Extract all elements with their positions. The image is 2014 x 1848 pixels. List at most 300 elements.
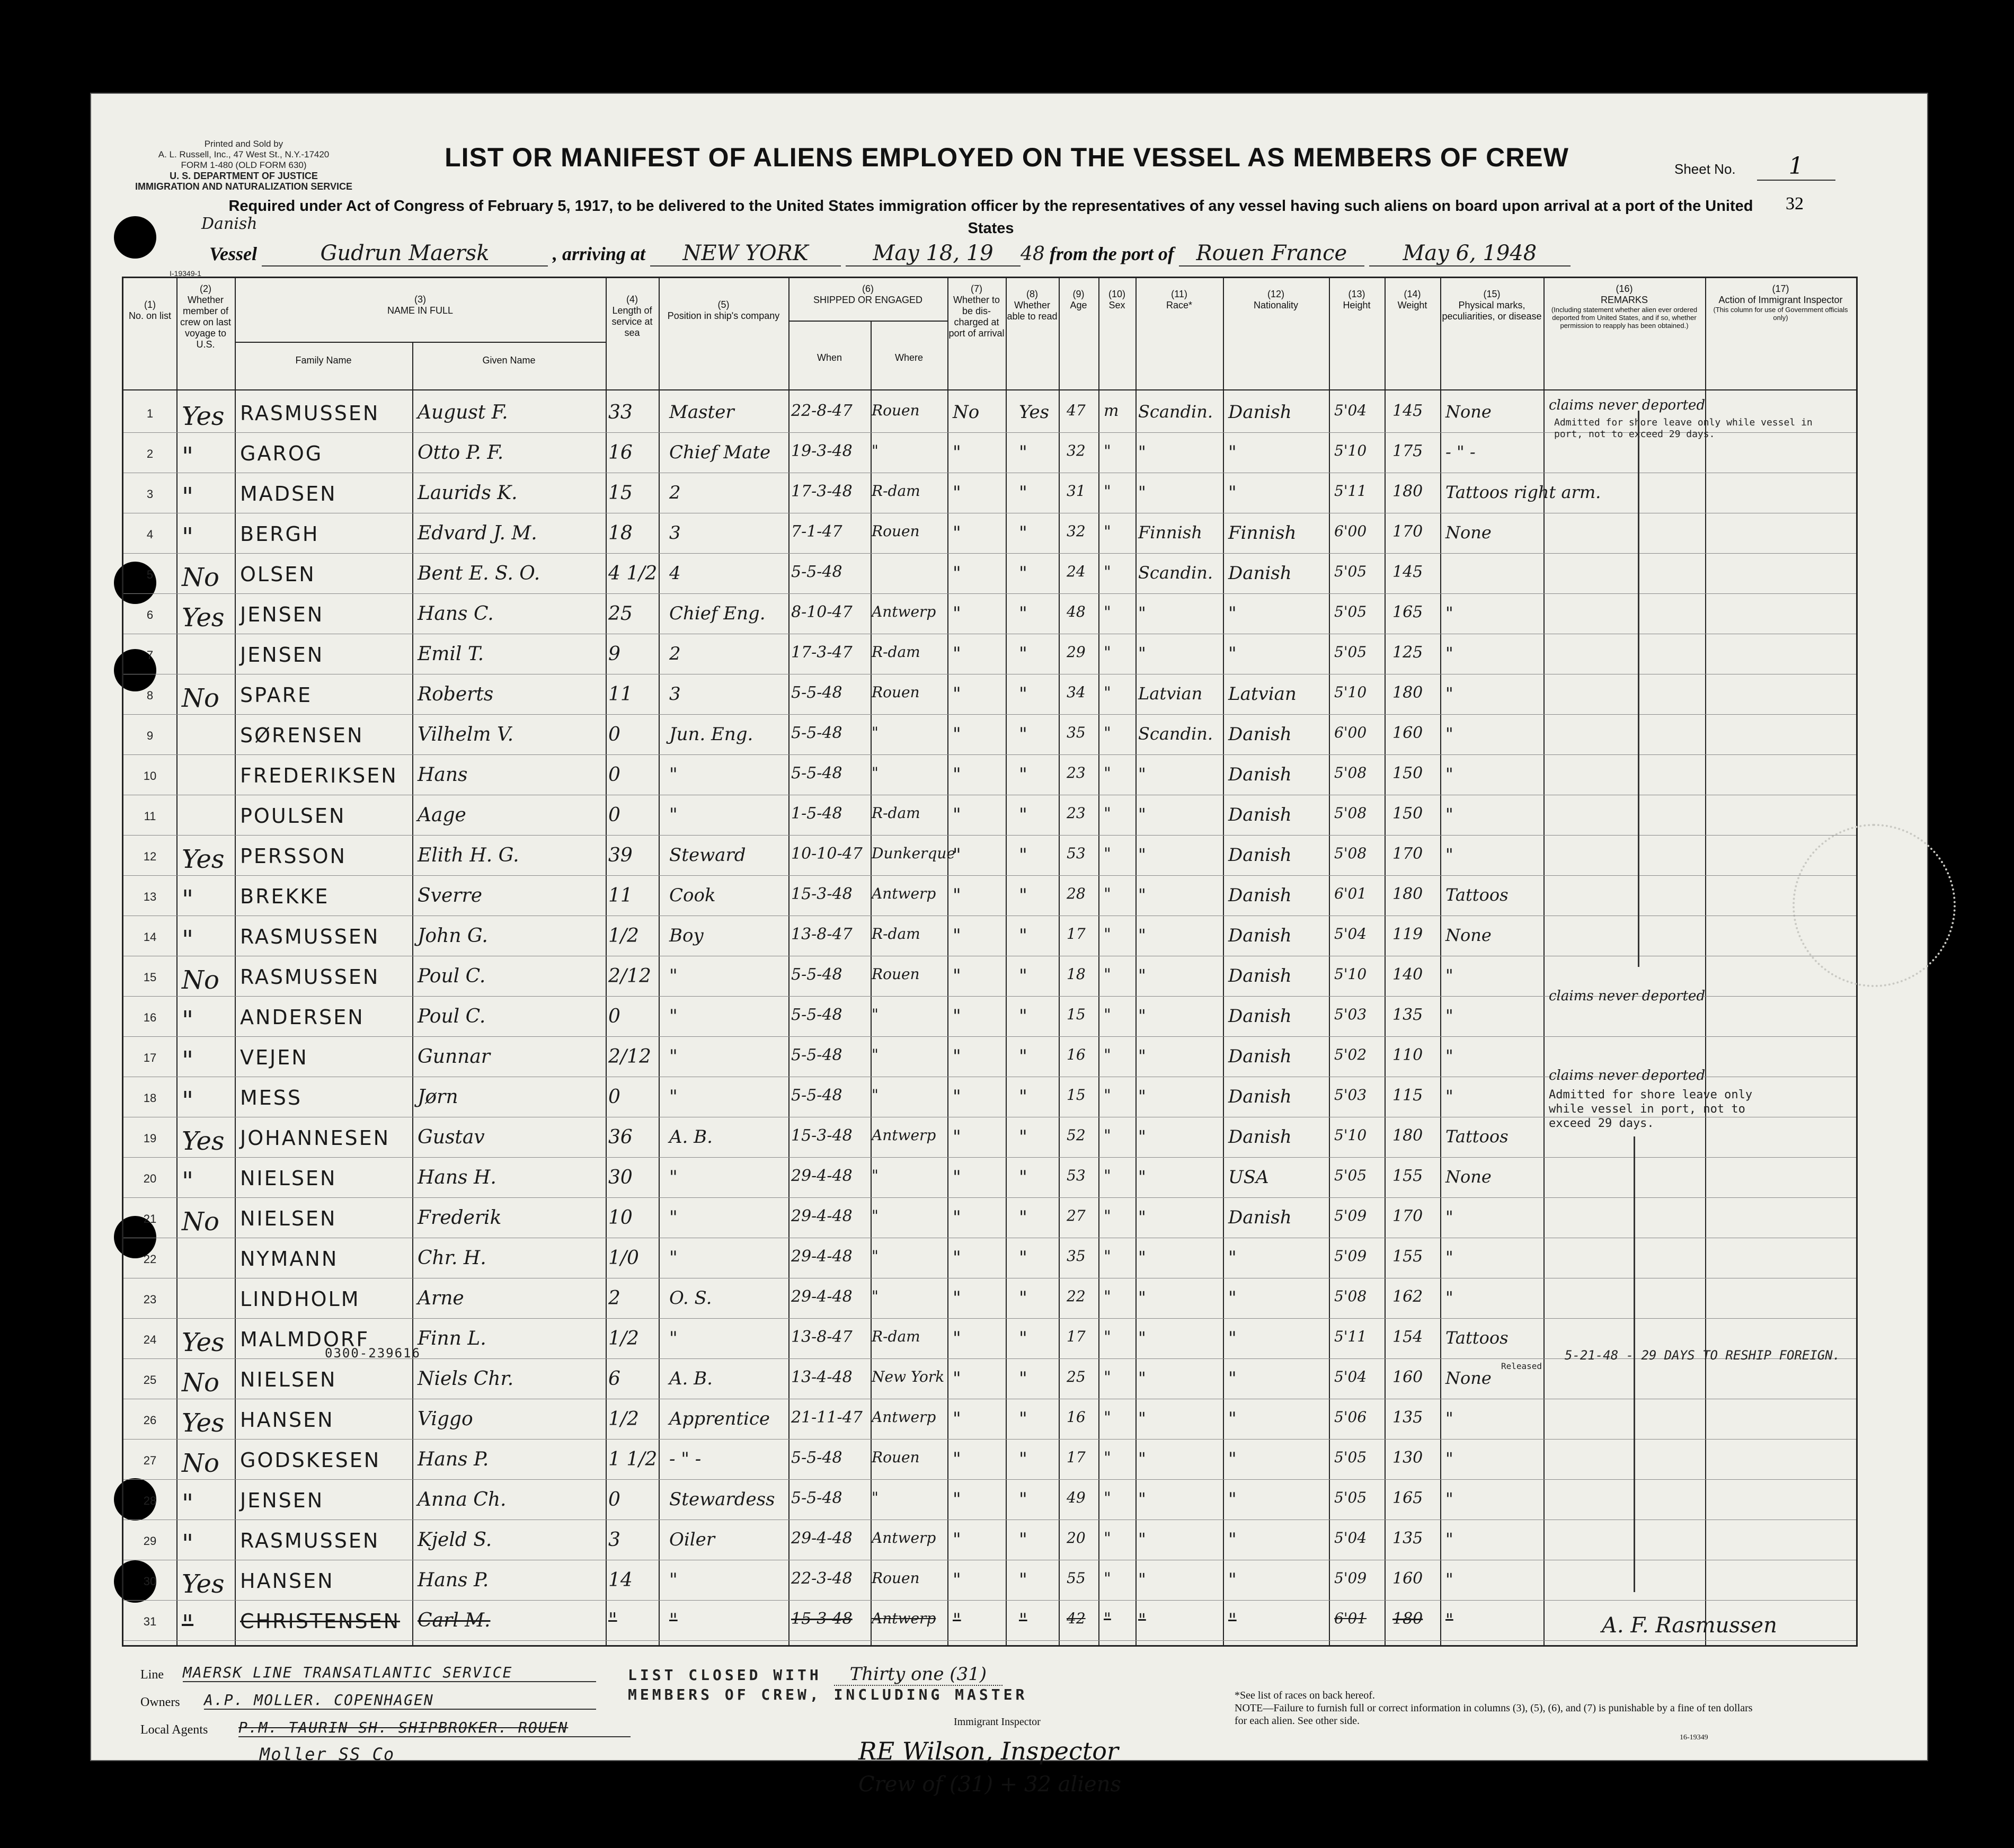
- column-number: (1): [144, 299, 156, 310]
- shipped-when: 15-3-48: [791, 1126, 853, 1145]
- shipped-when: 1-5-48: [791, 804, 842, 823]
- height: 6'00: [1334, 522, 1367, 540]
- able-to-read: ": [1019, 563, 1027, 584]
- sex: ": [1104, 845, 1111, 863]
- prev-voyage: ": [182, 522, 194, 552]
- discharged: ": [953, 1610, 961, 1631]
- header-remarks: [1543, 283, 1705, 330]
- able-to-read: ": [1019, 1408, 1027, 1429]
- physical-marks: ": [1445, 804, 1453, 824]
- arriving-label: , arriving at: [553, 243, 646, 264]
- column-title: Action of Immigrant Inspector: [1718, 295, 1843, 305]
- height: 5'09: [1334, 1569, 1367, 1587]
- position: ": [669, 1610, 678, 1631]
- shipped-where: R-dam: [872, 804, 920, 822]
- family-name: POULSEN: [240, 804, 346, 828]
- age: 27: [1067, 1207, 1086, 1224]
- family-name: ANDERSEN: [240, 1006, 365, 1029]
- nationality: Danish: [1228, 724, 1292, 745]
- nationality: ": [1228, 643, 1237, 664]
- height: 5'04: [1334, 402, 1367, 419]
- family-name: BERGH: [240, 522, 320, 546]
- given-name: Kjeld S.: [418, 1529, 492, 1551]
- nationality: Danish: [1228, 563, 1292, 584]
- race: ": [1138, 804, 1146, 824]
- weight: 160: [1392, 1368, 1423, 1387]
- service-length: 0: [608, 724, 620, 745]
- race: Latvian: [1138, 683, 1203, 704]
- age: 16: [1067, 1046, 1086, 1063]
- line-label: Line: [140, 1668, 164, 1682]
- service-length: 0: [608, 1489, 620, 1511]
- shipped-when: 5-5-48: [791, 1489, 842, 1507]
- discharged: ": [953, 1368, 961, 1389]
- row-rule: [123, 754, 1856, 755]
- row-rule: [123, 1600, 1856, 1601]
- prev-voyage: Yes: [182, 1408, 225, 1438]
- column-title: Given Name: [482, 355, 536, 366]
- height: 5'02: [1334, 1046, 1367, 1063]
- physical-marks: ": [1445, 1529, 1453, 1549]
- vessel-nationality-note: Danish: [201, 215, 258, 233]
- nationality: Danish: [1228, 1207, 1292, 1228]
- column-divider: [1223, 278, 1224, 1645]
- row-rule: [123, 875, 1856, 876]
- column-number: (10): [1108, 289, 1125, 299]
- remark-row18-typed-1: Admitted for shore leave only: [1549, 1088, 1753, 1101]
- shipped-where: ": [872, 724, 879, 741]
- sex: ": [1104, 1529, 1111, 1548]
- row-number: 28: [143, 1494, 157, 1507]
- age: 16: [1067, 1408, 1086, 1426]
- family-name: BREKKE: [240, 885, 330, 908]
- nationality: ": [1228, 1449, 1237, 1470]
- height: 5'10: [1334, 1126, 1367, 1144]
- family-name: JENSEN: [240, 643, 324, 667]
- column-title: Height: [1343, 300, 1371, 310]
- shipped-where: Rouen: [872, 1449, 920, 1466]
- sex: ": [1104, 925, 1111, 944]
- height: 5'08: [1334, 845, 1367, 862]
- physical-marks: ": [1445, 643, 1453, 663]
- line-value: MAERSK LINE TRANSATLANTIC SERVICE: [183, 1664, 596, 1682]
- printer-line: Printed and Sold by: [204, 139, 283, 149]
- position: A. B.: [669, 1368, 713, 1389]
- given-name: Frederik: [418, 1207, 502, 1229]
- punch-hole: [114, 216, 156, 259]
- nationality: ": [1228, 1287, 1237, 1309]
- column-divider: [1059, 278, 1060, 1645]
- given-name: John G.: [418, 925, 488, 947]
- race: ": [1138, 1046, 1146, 1066]
- prev-voyage: No: [182, 563, 219, 592]
- header-list-no: [123, 299, 176, 322]
- shipped-when: 5-5-48: [791, 683, 842, 702]
- shipped-where: Antwerp: [872, 1529, 936, 1547]
- age: 29: [1067, 643, 1086, 661]
- row-number: 18: [143, 1091, 157, 1105]
- race: ": [1138, 482, 1146, 502]
- crew-table: [122, 277, 1858, 1647]
- given-name: Emil T.: [418, 643, 484, 665]
- race: ": [1138, 1006, 1146, 1026]
- sex: ": [1104, 1408, 1111, 1427]
- shipped-where: Rouen: [872, 965, 920, 983]
- sex: ": [1104, 1287, 1111, 1306]
- column-divider: [412, 342, 413, 1645]
- sex: ": [1104, 1610, 1111, 1628]
- height: 5'03: [1334, 1086, 1367, 1104]
- position: Chief Eng.: [669, 603, 766, 624]
- shipped-when: 29-4-48: [791, 1529, 853, 1548]
- list-closed-line1: [628, 1664, 1002, 1685]
- shipped-where: Antwerp: [872, 603, 936, 620]
- given-name: Finn L.: [418, 1328, 486, 1349]
- family-name: FREDERIKSEN: [240, 764, 398, 787]
- shipped-when: 29-4-48: [791, 1247, 853, 1266]
- position: ": [669, 1167, 678, 1188]
- service-length: 14: [608, 1569, 633, 1591]
- nationality: Danish: [1228, 1006, 1292, 1027]
- sex: m: [1104, 402, 1119, 420]
- prev-voyage: No: [182, 683, 219, 713]
- row-number: 7: [146, 648, 154, 662]
- subtitle: Required under Act of Congress of February 5, 1917, to be delivered to the United States immigration officer by the representatives of any vessel having such aliens on board upon arrival at a port of the United States: [228, 198, 1753, 237]
- physical-marks: Tattoos: [1445, 885, 1509, 905]
- family-name: MESS: [240, 1086, 303, 1109]
- row-number: 16: [143, 1011, 157, 1024]
- row-number: 30: [143, 1575, 157, 1588]
- age: 20: [1067, 1529, 1086, 1547]
- arrival-year: 48: [1021, 243, 1045, 265]
- given-name: Hans: [418, 764, 468, 786]
- prev-voyage: ": [182, 1086, 194, 1116]
- position: Steward: [669, 845, 746, 866]
- able-to-read: ": [1019, 1368, 1027, 1389]
- age: 28: [1067, 885, 1086, 902]
- height: 6'01: [1334, 1610, 1367, 1627]
- discharged: ": [953, 1167, 961, 1188]
- service-length: 11: [608, 885, 633, 907]
- shipped-where: ": [872, 1086, 879, 1104]
- position: ": [669, 1006, 678, 1027]
- sex: ": [1104, 1126, 1111, 1145]
- given-name: Gustav: [418, 1126, 485, 1148]
- vessel-label: Vessel: [209, 243, 257, 264]
- age: 52: [1067, 1126, 1086, 1144]
- service-length: 2: [608, 1287, 620, 1309]
- discharged: ": [953, 1569, 961, 1591]
- master-signature: A. F. Rasmussen: [1602, 1613, 1777, 1638]
- row-number: 22: [143, 1252, 157, 1266]
- column-title: No. on list: [128, 310, 172, 321]
- family-name: PERSSON: [240, 845, 347, 868]
- prev-voyage: No: [182, 1207, 219, 1237]
- column-title: Weight: [1397, 300, 1427, 310]
- sex: ": [1104, 1086, 1111, 1105]
- discharged: ": [953, 683, 961, 705]
- race: ": [1138, 1086, 1146, 1106]
- discharged: No: [953, 402, 980, 423]
- sheet-number: [1674, 153, 1835, 180]
- row-number: 3: [146, 487, 154, 501]
- family-name: MALMDORF: [240, 1328, 370, 1351]
- able-to-read: ": [1019, 1046, 1027, 1067]
- column-subtitle: (Including statement whether alien ever ordered deported from United States, and if so, whether permission to reapply has been obtained.): [1551, 306, 1698, 330]
- position: - " -: [669, 1449, 702, 1470]
- printer-line: FORM 1-480 (OLD FORM 630): [181, 160, 307, 170]
- row-number: 25: [143, 1373, 157, 1387]
- family-name: NIELSEN: [240, 1207, 337, 1230]
- able-to-read: ": [1019, 1569, 1027, 1591]
- physical-marks: ": [1445, 965, 1453, 985]
- service-length: 6: [608, 1368, 620, 1390]
- header-given-name: [412, 355, 606, 366]
- age: 15: [1067, 1086, 1086, 1104]
- list-closed-line2: MEMBERS OF CREW, INCLUDING MASTER: [628, 1686, 1028, 1703]
- owners-label: Owners: [140, 1695, 180, 1709]
- sex: ": [1104, 643, 1111, 662]
- position: Jun. Eng.: [669, 724, 753, 745]
- service-length: 0: [608, 1086, 620, 1108]
- family-name: NYMANN: [240, 1247, 339, 1270]
- prev-voyage: ": [182, 1610, 194, 1639]
- position: 3: [669, 683, 681, 705]
- shipped-where: ": [872, 1046, 879, 1063]
- physical-marks: None: [1445, 402, 1492, 422]
- row-rule: [123, 1479, 1856, 1480]
- from-label: from the port of: [1049, 243, 1174, 264]
- sheet-label: Sheet No.: [1674, 161, 1736, 177]
- column-divider: [1705, 278, 1706, 1645]
- row-number: 8: [146, 689, 154, 702]
- able-to-read: ": [1019, 482, 1027, 503]
- family-name: MADSEN: [240, 482, 337, 505]
- race: Scandin.: [1138, 724, 1213, 744]
- shipped-when: 29-4-48: [791, 1167, 853, 1185]
- discharged: ": [953, 442, 961, 463]
- nationality: Latvian: [1228, 683, 1297, 705]
- column-number: (13): [1348, 289, 1365, 299]
- height: 5'05: [1334, 643, 1367, 661]
- discharged: ": [953, 482, 961, 503]
- service-length: 2/12: [608, 1046, 651, 1068]
- service-length: 4 1/2: [608, 563, 658, 584]
- height: 5'08: [1334, 804, 1367, 822]
- shipped-where: ": [872, 1287, 879, 1305]
- race: ": [1138, 1529, 1146, 1549]
- physical-marks: ": [1445, 1449, 1453, 1469]
- shipped-where: ": [872, 1167, 879, 1184]
- column-divider: [1440, 278, 1441, 1645]
- shipped-when: 17-3-47: [791, 643, 853, 662]
- shipped-where: ": [872, 442, 879, 459]
- discharged: ": [953, 885, 961, 906]
- agents-value-2: Moller SS Co: [260, 1744, 395, 1764]
- weight: 180: [1392, 885, 1423, 903]
- shipped-when: 5-5-48: [791, 1046, 842, 1064]
- race: ": [1138, 442, 1146, 462]
- column-title: Whether to be dis-charged at port of arrival: [948, 295, 1005, 339]
- column-subtitle: (This column for use of Government officials only): [1713, 306, 1848, 322]
- weight: 170: [1392, 845, 1423, 863]
- sex: ": [1104, 1046, 1111, 1064]
- row-number: 14: [143, 930, 157, 944]
- column-title: Where: [894, 352, 923, 363]
- row-rule: [123, 1197, 1856, 1198]
- age: 35: [1067, 1247, 1086, 1265]
- sex: ": [1104, 1489, 1111, 1507]
- shipped-where: Rouen: [872, 1569, 920, 1587]
- sex: ": [1104, 1328, 1111, 1346]
- able-to-read: ": [1019, 1207, 1027, 1228]
- shipped-where: R-dam: [872, 643, 920, 661]
- weight: 135: [1392, 1529, 1423, 1548]
- header-height: [1329, 289, 1385, 311]
- service-length: 11: [608, 683, 633, 705]
- race: ": [1138, 1489, 1146, 1509]
- position: 4: [669, 563, 681, 584]
- race: ": [1138, 1207, 1146, 1227]
- row-number: 21: [143, 1212, 157, 1225]
- physical-marks: Tattoos: [1445, 1328, 1509, 1348]
- discharged: ": [953, 1247, 961, 1268]
- prev-voyage: ": [182, 885, 194, 914]
- row-number: 5: [146, 568, 154, 581]
- able-to-read: ": [1019, 885, 1027, 906]
- height: 5'08: [1334, 764, 1367, 781]
- nationality: ": [1228, 482, 1237, 503]
- age: 31: [1067, 482, 1086, 500]
- shipped-header-divider: [788, 321, 947, 322]
- races-note: *See list of races on back hereof.: [1235, 1690, 1375, 1701]
- shipped-when: 29-4-48: [791, 1207, 853, 1225]
- from-date: May 6, 1948: [1369, 241, 1571, 266]
- remark-row1-handwritten: claims never deported: [1549, 397, 1706, 413]
- column-number: (7): [971, 283, 982, 294]
- form-code: I-19349-1: [170, 269, 201, 278]
- weight: 162: [1392, 1287, 1423, 1306]
- nationality: Danish: [1228, 1086, 1292, 1107]
- sex: ": [1104, 965, 1111, 984]
- prev-voyage: Yes: [182, 845, 225, 874]
- remark-row15-handwritten: claims never deported: [1549, 988, 1706, 1004]
- shipped-where: Antwerp: [872, 885, 936, 902]
- height: 5'05: [1334, 1449, 1367, 1466]
- shipped-where: ": [872, 1489, 879, 1506]
- able-to-read: ": [1019, 1086, 1027, 1107]
- family-name: OLSEN: [240, 563, 316, 586]
- nationality: ": [1228, 603, 1237, 624]
- shipped-where: Rouen: [872, 683, 920, 701]
- height: 5'03: [1334, 1006, 1367, 1023]
- physical-marks: ": [1445, 724, 1453, 744]
- service-length: 33: [608, 402, 633, 423]
- given-name: Vilhelm V.: [418, 724, 514, 745]
- physical-marks: ": [1445, 1046, 1453, 1066]
- sex: ": [1104, 804, 1111, 823]
- family-name: JOHANNESEN: [240, 1126, 391, 1150]
- nationality: ": [1228, 1368, 1237, 1389]
- service-length: 3: [608, 1529, 620, 1551]
- discharged: ": [953, 1046, 961, 1067]
- weight: 165: [1392, 1489, 1423, 1507]
- family-name: LINDHOLM: [240, 1287, 360, 1311]
- position: Apprentice: [669, 1408, 770, 1429]
- nationality: Danish: [1228, 965, 1292, 987]
- nationality: Danish: [1228, 885, 1292, 906]
- service-length: 2/12: [608, 965, 651, 987]
- position: Oiler: [669, 1529, 715, 1550]
- remark-row1-typed: Admitted for shore leave only while vessel in port, not to exceed 29 days.: [1554, 417, 1813, 440]
- header-when: [788, 352, 871, 363]
- race: ": [1138, 1368, 1146, 1388]
- age: 15: [1067, 1006, 1086, 1023]
- physical-marks: ": [1445, 1086, 1453, 1106]
- inspection-stamp: [1793, 824, 1956, 987]
- position: 3: [669, 522, 681, 544]
- family-name: GODSKESEN: [240, 1449, 381, 1472]
- shipped-when: 19-3-48: [791, 442, 853, 460]
- age: 55: [1067, 1569, 1086, 1587]
- header-shipped: [788, 283, 947, 306]
- discharged: ": [953, 1126, 961, 1148]
- penalty-note: NOTE—Failure to furnish full or correct information in columns (3), (5), (6), and (7) is punishable by a fine of ten dollars for each alien. See other side.: [1235, 1702, 1753, 1727]
- given-name: Niels Chr.: [418, 1368, 514, 1390]
- shipped-when: 13-4-48: [791, 1368, 853, 1387]
- able-to-read: Yes: [1019, 402, 1050, 423]
- prev-voyage: Yes: [182, 402, 225, 431]
- service-length: 9: [608, 643, 620, 665]
- column-number: (8): [1026, 289, 1038, 299]
- discharged: ": [953, 724, 961, 745]
- height: 5'04: [1334, 1368, 1367, 1385]
- family-name: JENSEN: [240, 1489, 324, 1512]
- row-rule: [123, 593, 1856, 594]
- physical-marks: ": [1445, 1006, 1453, 1026]
- race: ": [1138, 885, 1146, 905]
- remark-released-label: Released: [1501, 1361, 1542, 1371]
- remark-row17-handwritten: claims never deported: [1549, 1068, 1706, 1083]
- agents-value: P.M. TAURIN SH. SHIPBROKER. ROUEN: [238, 1719, 631, 1737]
- physical-marks: None: [1445, 925, 1492, 945]
- row-rule: [123, 835, 1856, 836]
- discharged: ": [953, 1449, 961, 1470]
- header-nationality: [1223, 289, 1329, 311]
- position: A. B.: [669, 1126, 713, 1148]
- physical-marks: Tattoos right arm.: [1445, 482, 1601, 502]
- column-divider: [235, 278, 236, 1645]
- shipped-where: Antwerp: [872, 1126, 936, 1144]
- service-length: 1/2: [608, 1408, 639, 1430]
- given-name: Elith H. G.: [418, 845, 519, 866]
- weight: 135: [1392, 1006, 1423, 1024]
- race: ": [1138, 1287, 1146, 1308]
- column-number: (2): [200, 283, 211, 294]
- row-number: 2: [146, 447, 154, 460]
- family-name: JENSEN: [240, 603, 324, 626]
- agents-label: Local Agents: [140, 1723, 208, 1737]
- physical-marks: Tattoos: [1445, 1126, 1509, 1147]
- remark-row25-typed: 5-21-48 - 29 DAYS TO RESHIP FOREIGN.: [1565, 1348, 1841, 1363]
- column-title: Family Name: [295, 355, 352, 366]
- discharged: ": [953, 965, 961, 987]
- discharged: ": [953, 1207, 961, 1228]
- age: 17: [1067, 1449, 1086, 1466]
- shipped-where: Rouen: [872, 402, 920, 419]
- discharged: ": [953, 804, 961, 825]
- height: 5'10: [1334, 683, 1367, 701]
